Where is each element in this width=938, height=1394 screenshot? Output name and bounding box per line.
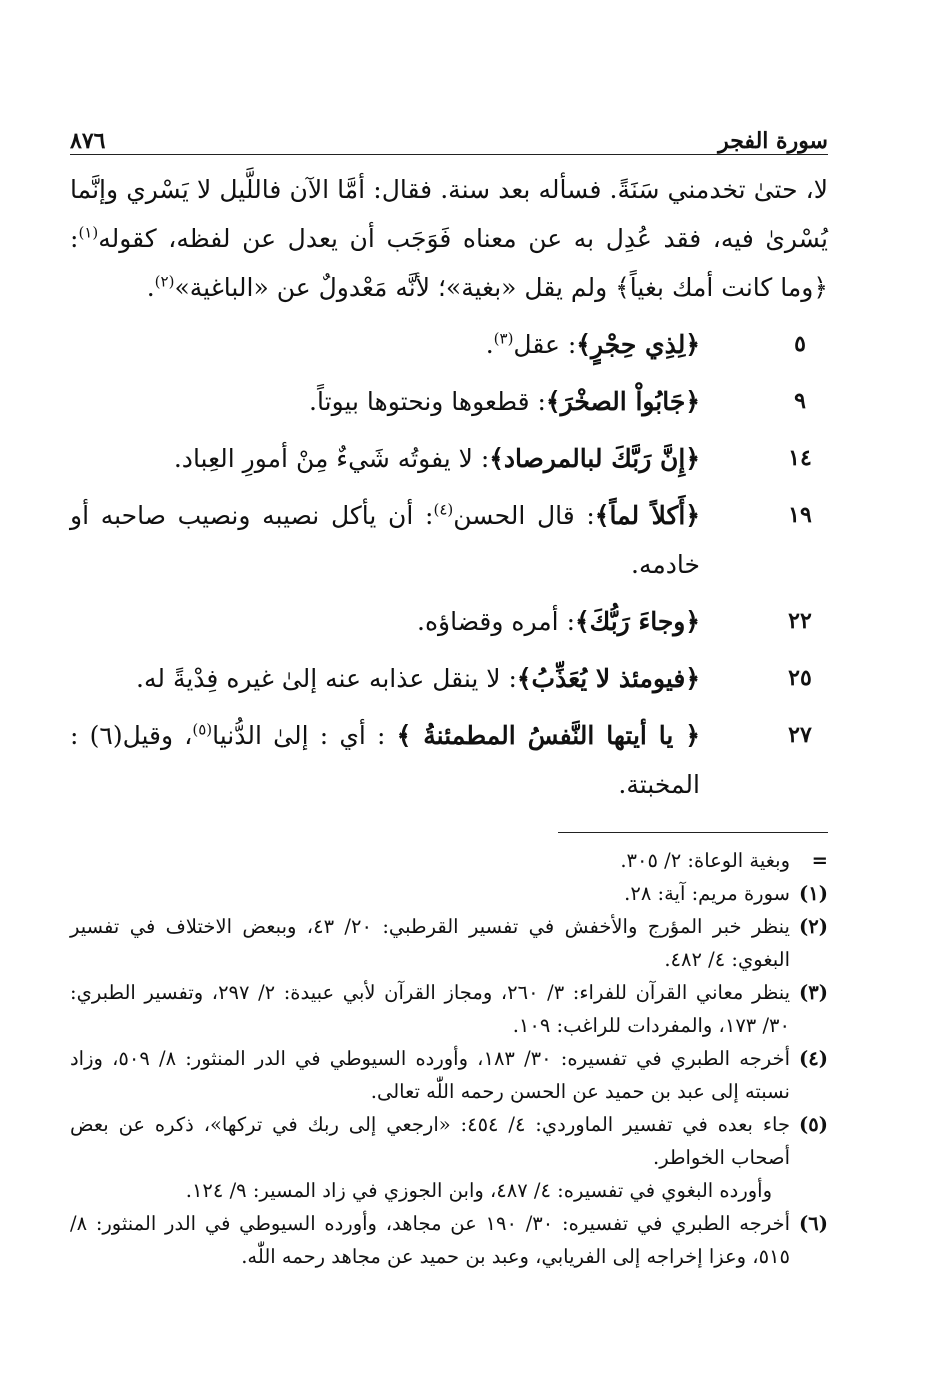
footnote bbox=[70, 1042, 828, 1108]
verse-quote: ﴿جَابُواْ الصخْرَ﴾ bbox=[545, 387, 700, 416]
footnote-continuation bbox=[70, 1174, 828, 1207]
footnote-number: = bbox=[811, 849, 828, 872]
verse-commentary: : لا ينقل عذابه عنه إلىٰ غيره فِدْيةً له. bbox=[136, 664, 517, 693]
verse-entry bbox=[70, 377, 828, 426]
footnote-ref: (٤) bbox=[433, 500, 454, 519]
verse-quote: ﴿ يا أيتها النَّفسُ المطمئنةُ ﴾ bbox=[396, 721, 700, 750]
footnote-ref: (٥) bbox=[192, 720, 213, 739]
footnote-number: (٦) bbox=[799, 1212, 828, 1235]
main-text bbox=[70, 165, 828, 809]
verse-entry bbox=[70, 597, 828, 646]
footnote-text: ينظر معاني القرآن للفراء: ٣/ ٢٦٠، ومجاز القرآن لأبي عبيدة: ٢/ ٢٩٧، وتفسير الطبري: ٣٠/ ١٧٣، والمفردات للراغب: ١٠٩. bbox=[70, 981, 791, 1037]
footnote bbox=[70, 1207, 828, 1273]
verse-commentary: : لا يفوتُه شَيءٌ مِنْ أمورِ العِباد. bbox=[173, 444, 490, 473]
footnote-text: وبغية الوعاة: ٢/ ٣٠٥. bbox=[620, 849, 790, 872]
footnote-ref: (١) bbox=[78, 223, 99, 242]
surah-title: سورة الفجر bbox=[718, 128, 828, 154]
footnote bbox=[70, 1108, 828, 1174]
verse-number: ١٩ bbox=[788, 502, 812, 528]
verse-entry: ١٩ ﴿أَكلاً لماً﴾: قال الحسن$^{(٤)}$: أن يأكل نصيبه ونصيب صاحبه أو خادمه. bbox=[70, 491, 828, 589]
verse-quote: ﴿أَكلاً لماً﴾ bbox=[594, 501, 700, 530]
verse-quote: ﴿فيومئذ لا يُعَذِّبُ﴾ bbox=[516, 664, 700, 693]
footnote-number: (١) bbox=[799, 882, 828, 905]
verse-commentary: : أمره وقضاؤه. bbox=[417, 607, 575, 636]
footnote-text: جاء بعده في تفسير الماوردي: ٤/ ٤٥٤: «ارجعي إلى ربك في تركها»، ذكره عن بعض أصحاب الخواطر. bbox=[70, 1113, 790, 1169]
verse-commentary: : أي : إلىٰ الدُّنيا bbox=[212, 721, 397, 750]
verse-entry: ٥ ﴿لِذِي حِجْرٍ﴾: عقل$^{(٣)}$. bbox=[70, 320, 828, 369]
footnote-number: (٥) bbox=[799, 1113, 828, 1136]
footnote-text: ينظر خبر المؤرج والأخفش في تفسير القرطبي: ٢٠/ ٤٣، وببعض الاختلاف في تفسير البغوي: ٤/ ٤٨٢. bbox=[70, 915, 790, 971]
verse-number: ٢٧ bbox=[788, 722, 812, 748]
footnote-text: أخرجه الطبري في تفسيره: ٣٠/ ١٨٣، وأورده السيوطي في الدر المنثور: ٨/ ٥٠٩، وزاد نسبته إلى عبد بن حميد عن الحسن رحمه اللّٰه تعالى. bbox=[70, 1047, 790, 1103]
verse-quote: ﴿إِنَّ رَبَّكَ لبالمرصاد﴾ bbox=[489, 444, 700, 473]
footnote bbox=[70, 910, 828, 976]
intro-paragraph: لا، حتىٰ تخدمني سَنَةً. فسأله بعد سنة. فقال: أمَّا الآن فاللَّيل لا يَسْري وإنَّما يُسْرىٰ فيه، فقد عُدِل به عن معناه فَوَجَب أن يعدل عن لفظه، كقوله$^{(١)}$: ﴿وما كانت أمك بغياً﴾ ولم يقل «بغية»؛ لأنَّه مَعْدولٌ عن «الباغية»$^{(٢)}$. bbox=[70, 175, 828, 302]
footnote bbox=[70, 976, 828, 1042]
footnote-ref: (٢) bbox=[154, 272, 175, 291]
verse-number: ١٤ bbox=[788, 445, 812, 471]
page-header bbox=[70, 118, 828, 155]
verse-commentary: : قال الحسن bbox=[453, 501, 595, 530]
verse-entry: ٢٧ ﴿ يا أيتها النَّفسُ المطمئنةُ ﴾ : أي : إلىٰ الدُّنيا$^{(٥)}$، وقيل(٦) : المخبتة. bbox=[70, 711, 828, 809]
footnote-separator bbox=[558, 832, 828, 833]
verse-number: ٢٥ bbox=[788, 665, 812, 691]
verse-entry bbox=[70, 654, 828, 703]
footnote-number: (٢) bbox=[799, 915, 828, 938]
verse-number: ٢٢ bbox=[788, 608, 812, 634]
footnote bbox=[70, 844, 828, 877]
footnote-text: أخرجه الطبري في تفسيره: ٣٠/ ١٩٠ عن مجاهد، وأورده السيوطي في الدر المنثور: ٨/ ٥١٥، وعزا إخراجه إلى الفريابي، وعبد بن حميد عن مجاهد رحمه اللّٰه. bbox=[70, 1212, 790, 1268]
footnote-ref: (٣) bbox=[493, 329, 514, 348]
verse-number: ٥ bbox=[794, 331, 806, 357]
verse-commentary: : عقل bbox=[513, 330, 577, 359]
footnote bbox=[70, 877, 828, 910]
footnote-text: سورة مريم: آية: ٢٨. bbox=[624, 882, 790, 905]
book-page bbox=[70, 118, 828, 1268]
verse-number: ٩ bbox=[794, 388, 806, 414]
footnotes bbox=[70, 844, 828, 1273]
verse-entry bbox=[70, 434, 828, 483]
verse-quote: ﴿لِذِي حِجْرٍ﴾ bbox=[576, 330, 700, 359]
footnote-number: (٣) bbox=[799, 981, 828, 1004]
verse-quote: ﴿وجاءَ رَبُّكَ﴾ bbox=[575, 607, 700, 636]
footnote-number: (٤) bbox=[799, 1047, 828, 1070]
page-number: ٨٧٦ bbox=[70, 128, 106, 154]
footnote-text: وأورده البغوي في تفسيره: ٤/ ٤٨٧، وابن الجوزي في زاد المسير: ٩/ ١٢٤. bbox=[185, 1179, 772, 1202]
verse-commentary: : قطعوها ونحتوها بيوتاً. bbox=[309, 387, 546, 416]
